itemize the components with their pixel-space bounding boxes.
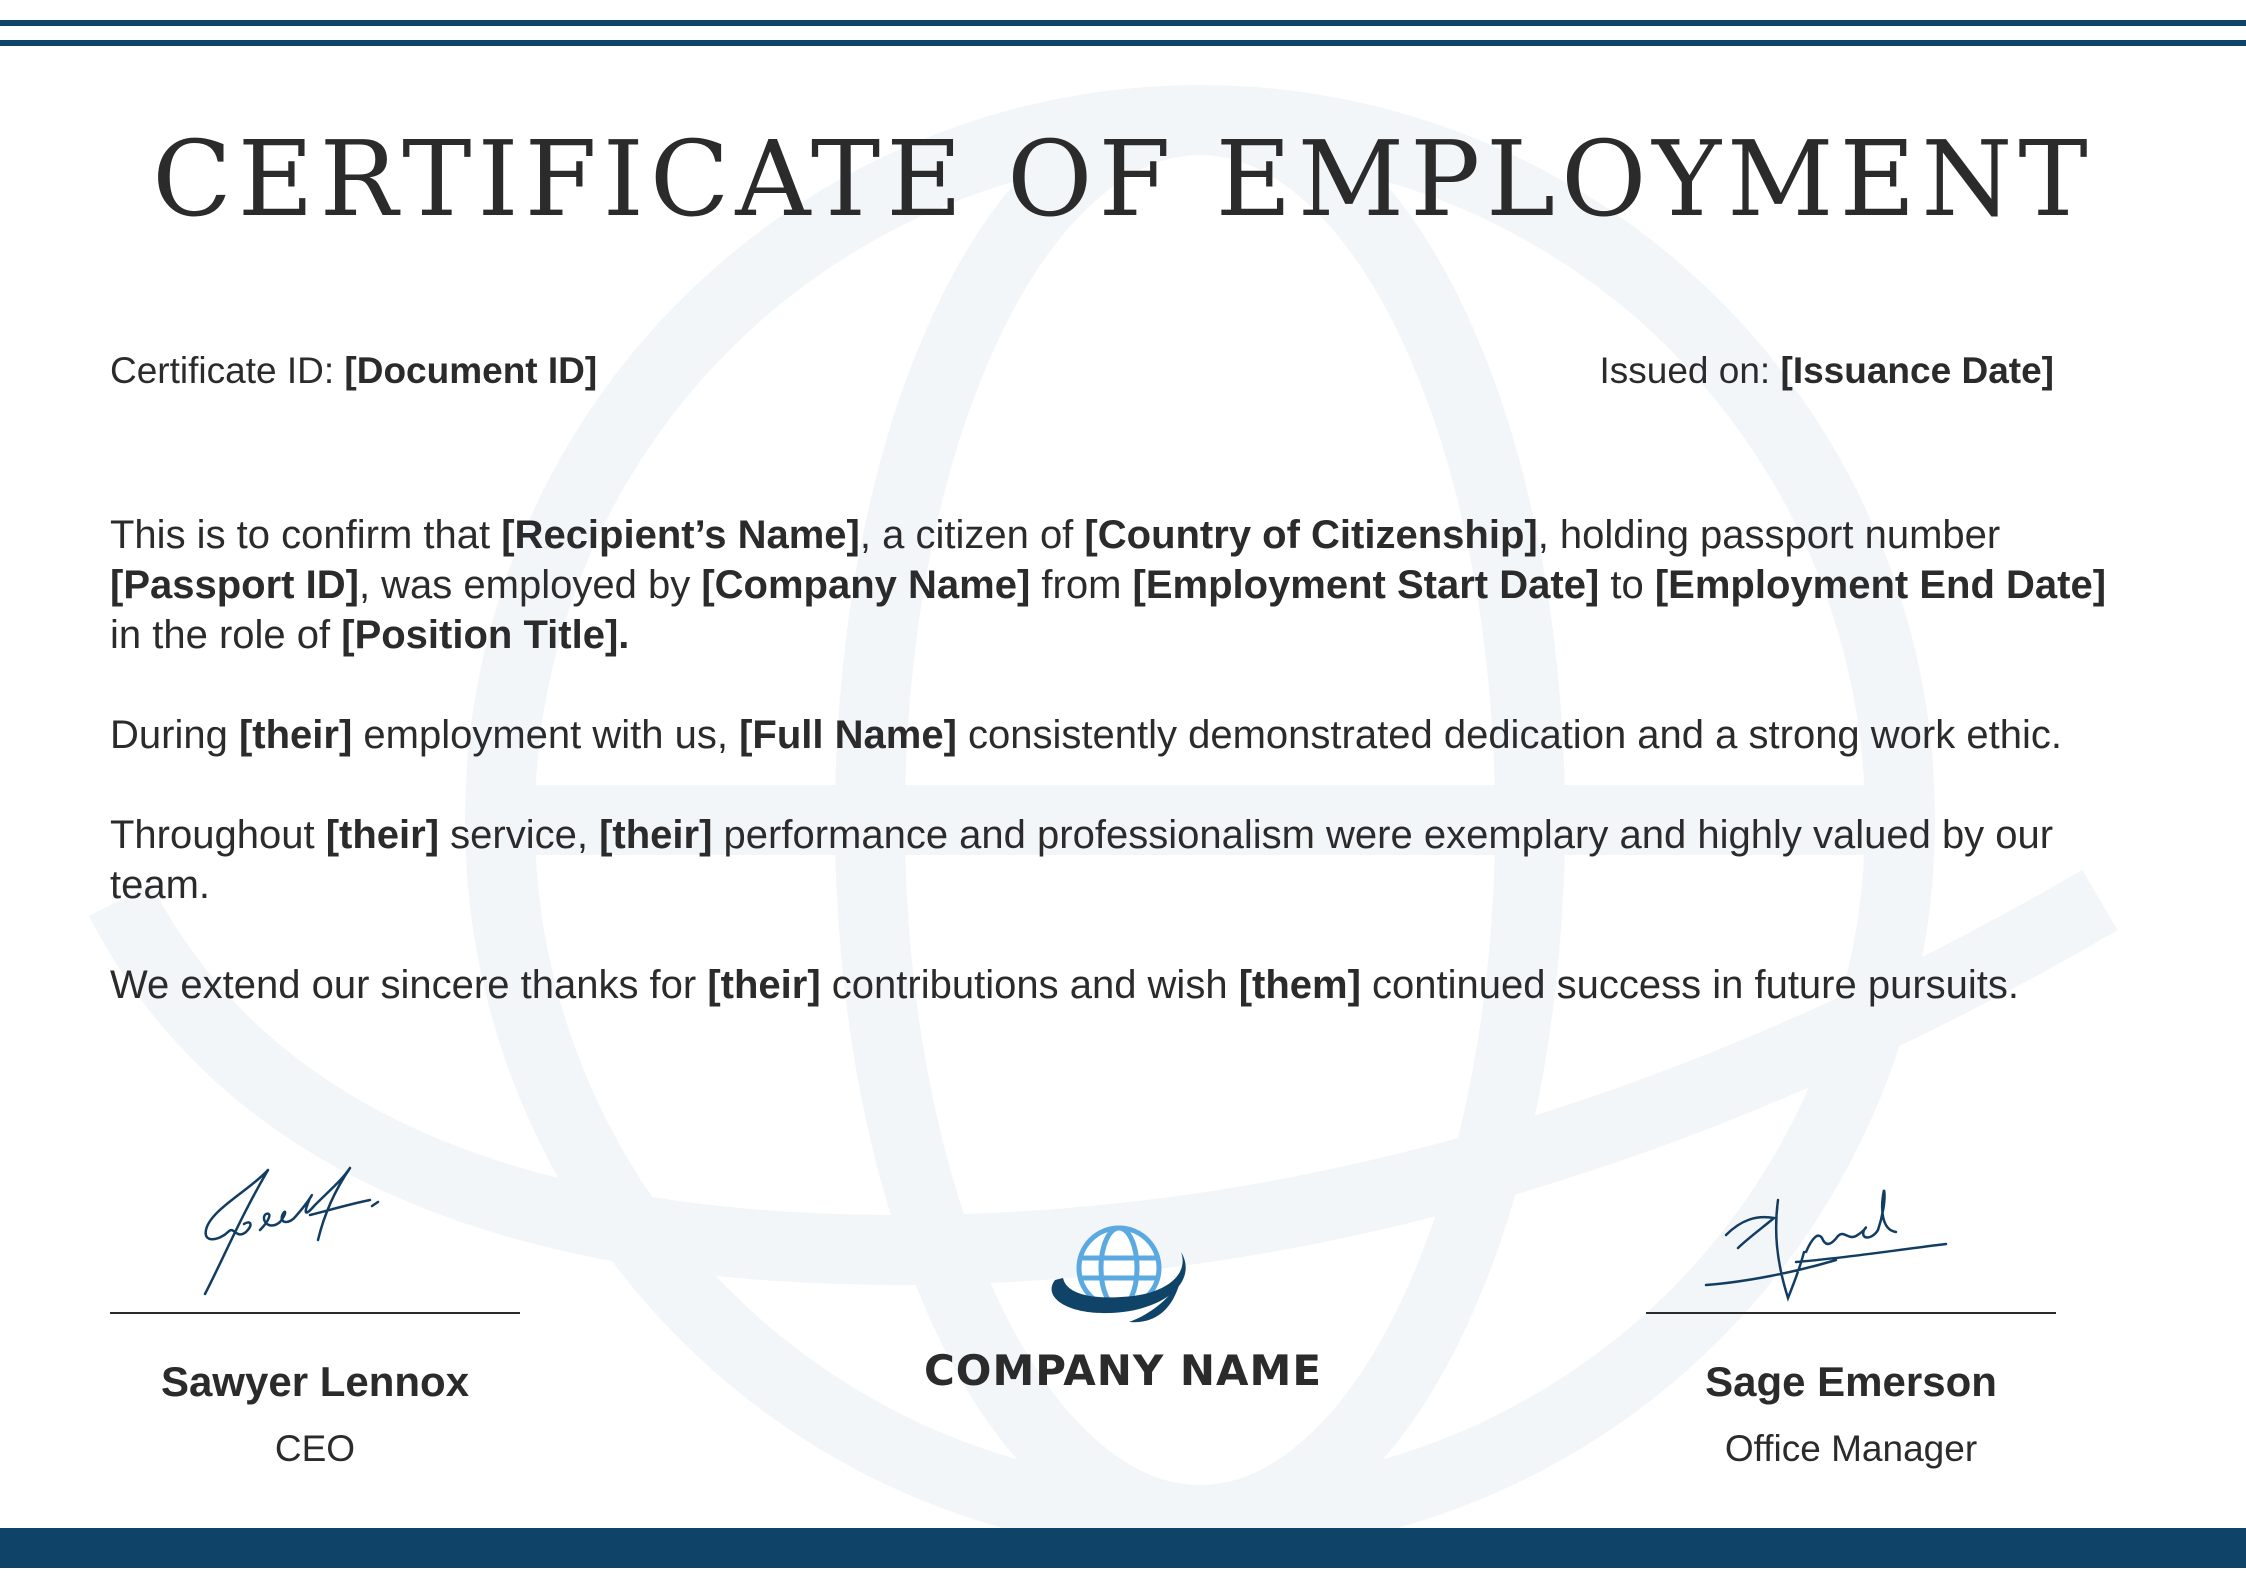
placeholder-pronoun: [their] xyxy=(707,963,821,1007)
certificate-id xyxy=(110,350,597,392)
text-run: performance and professionalism were exemplary and highly valued by our team. xyxy=(110,813,2054,907)
placeholder-company-name: [Company Name] xyxy=(701,563,1031,607)
placeholder-pronoun: [their] xyxy=(599,813,713,857)
signatory-name: Sawyer Lennox xyxy=(160,1358,470,1405)
text-run: We extend our sincere thanks for xyxy=(110,963,708,1007)
paragraph-dedication xyxy=(110,710,2140,760)
signature-left xyxy=(110,1160,520,1310)
text-run: consistently demonstrated dedication and a strong work ethic. xyxy=(956,713,2062,757)
top-border-line-inner xyxy=(0,40,2246,46)
placeholder-position-title: [Position Title]. xyxy=(341,613,630,657)
signature-line xyxy=(1646,1312,2056,1314)
text-run: This is to confirm that xyxy=(110,513,502,557)
certificate-title: CERTIFICATE OF EMPLOYMENT xyxy=(152,118,2094,240)
text-run: in the role of xyxy=(110,613,342,657)
text-run: contributions and wish xyxy=(820,963,1239,1007)
placeholder-start-date: [Employment Start Date] xyxy=(1132,563,1600,607)
text-run: service, xyxy=(439,813,600,857)
issue-date xyxy=(1599,350,2054,392)
placeholder-pronoun: [their] xyxy=(238,713,353,757)
signatory-name: Sage Emerson xyxy=(1705,1358,1997,1405)
text-run: , was employed by xyxy=(358,563,702,607)
text-run: During xyxy=(110,713,239,757)
paragraph-performance xyxy=(110,810,2140,910)
paragraph-thanks xyxy=(110,960,2140,1010)
signature-block-left xyxy=(110,1160,520,1470)
text-run: from xyxy=(1030,563,1133,607)
bottom-border-band xyxy=(0,1528,2246,1568)
text-run: continued success in future pursuits. xyxy=(1360,963,2020,1007)
placeholder-pronoun: [their] xyxy=(325,813,440,857)
signature-right xyxy=(1646,1160,2056,1310)
placeholder-recipient-name: [Recipient’s Name] xyxy=(501,513,860,557)
placeholder-passport-id: [Passport ID] xyxy=(110,563,359,607)
top-border-line xyxy=(0,20,2246,26)
text-run: employment with us, xyxy=(352,713,740,757)
placeholder-full-name: [Full Name] xyxy=(739,713,957,757)
text-run: , holding passport number xyxy=(1537,513,2001,557)
text-run: Throughout xyxy=(110,813,326,857)
company-name: COMPANY NAME xyxy=(923,1346,1323,1395)
text-run: , a citizen of xyxy=(859,513,1085,557)
certificate-body xyxy=(110,510,2140,1060)
text-run: to xyxy=(1599,563,1655,607)
placeholder-pronoun-object: [them] xyxy=(1238,963,1361,1007)
placeholder-country: [Country of Citizenship] xyxy=(1084,513,1538,557)
certificate-id-value: [Document ID] xyxy=(344,350,598,391)
certificate-id-label: Certificate ID: xyxy=(110,350,345,391)
signatory-title: Office Manager xyxy=(1724,1428,1978,1469)
signature-block-right xyxy=(1646,1160,2056,1470)
paragraph-confirmation xyxy=(110,510,2140,660)
issue-date-value: [Issuance Date] xyxy=(1780,350,2054,391)
signature-line xyxy=(110,1312,520,1314)
signatory-title: CEO xyxy=(274,1428,356,1469)
issue-date-label: Issued on: xyxy=(1599,350,1781,391)
placeholder-end-date: [Employment End Date] xyxy=(1654,563,2107,607)
globe-swoosh-icon xyxy=(1041,1222,1201,1332)
